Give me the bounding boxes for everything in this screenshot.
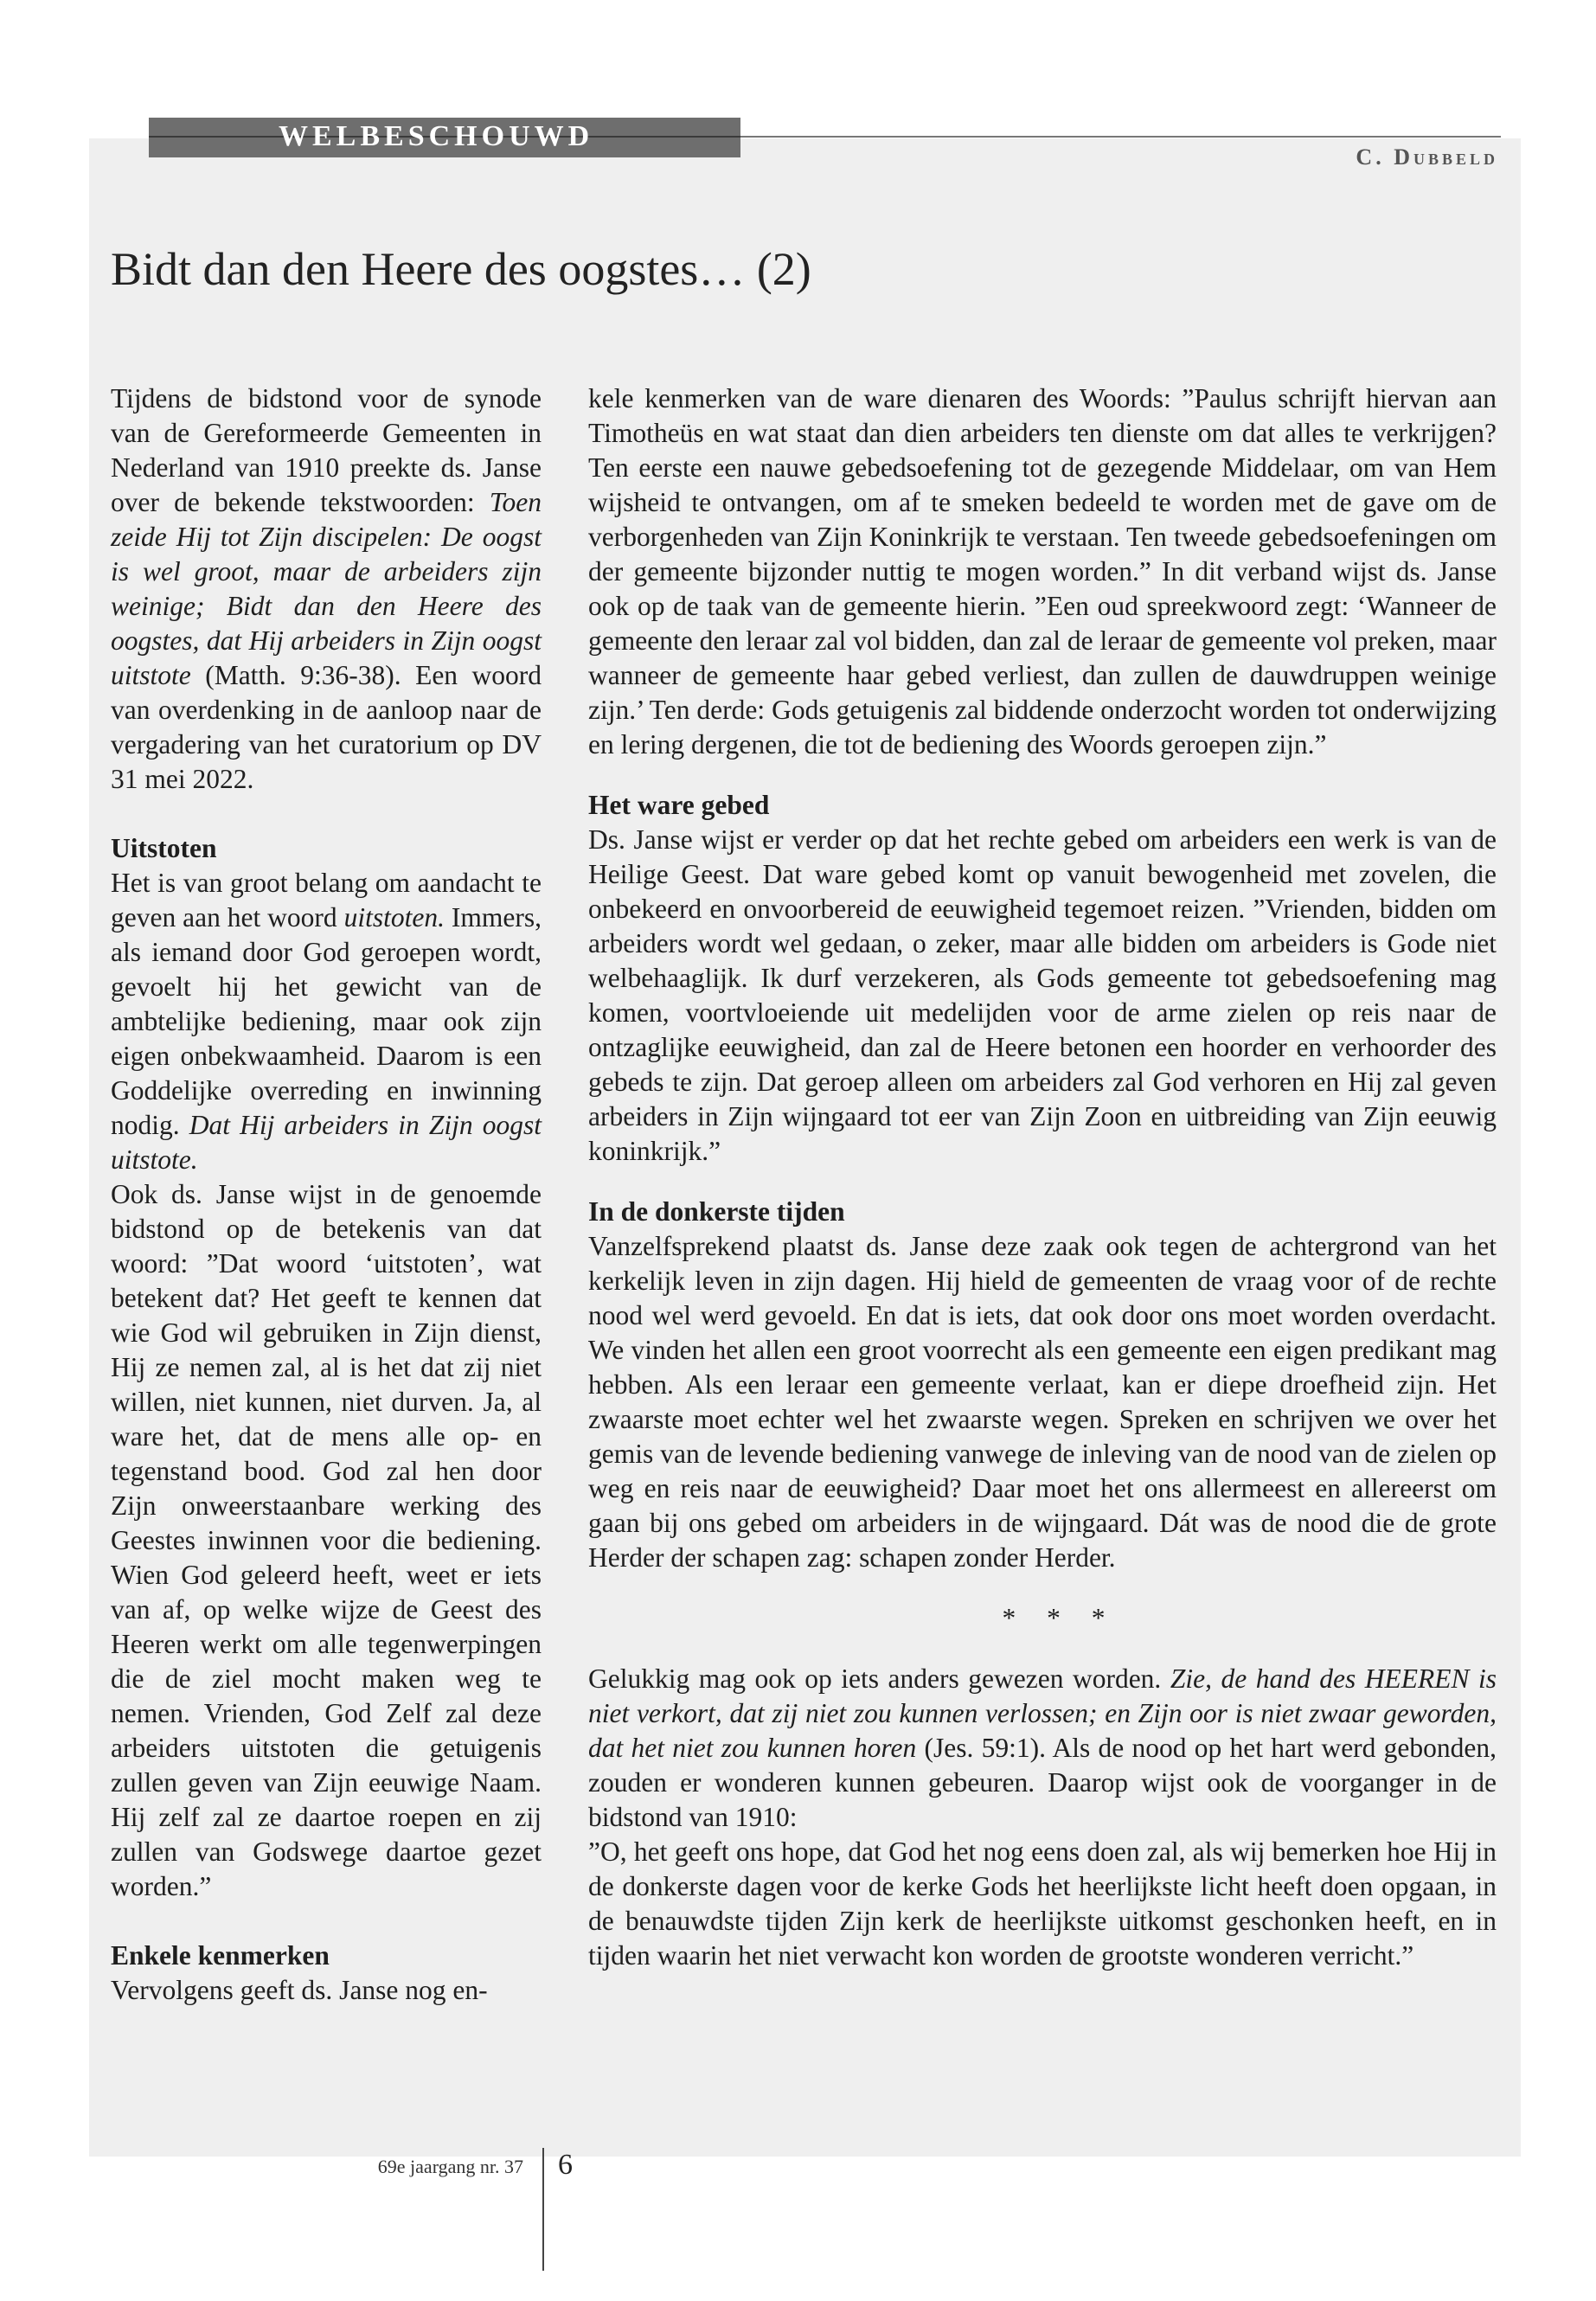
- intro-text-end: (Matth. 9:36-38). Een woord van overdenking in de aanloop naar de vergadering van het curatorium op DV 31 mei 2022.: [111, 660, 542, 794]
- header-rule: [740, 136, 1501, 138]
- issue-info: 69e jaargang nr. 37: [377, 2156, 523, 2177]
- uitstoten-text: Het is van groot belang om aandacht te geven aan het woord: [111, 868, 542, 933]
- gelukkig-text: Gelukkig mag ook op iets anders gewezen worden.: [588, 1663, 1170, 1694]
- section-separator: * * *: [1002, 1603, 1118, 1633]
- author-name: C. Dubbeld: [1356, 144, 1498, 170]
- donker-paragraph: Vanzelfsprekend plaatst ds. Janse deze zaak ook tegen de achtergrond van het kerkelijk leven in zijn dagen. Hij hield de gemeenten de vraag voor of de rechte nood wel werd gevoeld. En dat is iets, dat ook door ons moet worden overdacht. We vinden het allen een groot voorrecht als een gemeente een eigen predikant mag hebben. Als een leraar een gemeente verlaat, kan er diepe droefheid zijn. Het zwaarste moet echter wel het zwaarste wegen. Spreken en schrijven we over het gemis van de levende bediening vanwege de inleving van de nood van de zielen op weg en reis naar de eeuwigheid? Daar moet het ons allermeest en allereerst om gaan bij ons gebed om arbeiders in de wijngaard. Dát was de nood die de grote Herder der schapen zag: schapen zonder Herder.: [588, 1231, 1497, 1573]
- intro-quote: Toen zeide Hij tot Zijn discipelen: De oogst is wel groot, maar de arbeiders zijn weinige; Bidt dan den Heere des oogstes, dat Hij arbeiders in Zijn oogst uitstote: [111, 487, 542, 690]
- heading-ware-gebed: Het ware gebed: [588, 790, 770, 820]
- heading-donkerste-tijden: In de donkerste tijden: [588, 1196, 845, 1227]
- article-title: Bidt dan den Heere des oogstes… (2): [111, 243, 811, 295]
- uitstoten-text-mid: Immers, als iemand door God geroepen wordt, gevoelt hij het gewicht van de ambtelijke bediening, maar ook zijn eigen onbekwaamheid. Daarom is een Goddelijke overreding en inwinning nodig.: [111, 902, 542, 1140]
- gelukkig-text-end: (Jes. 59:1). Als de nood op het hart werd gebonden, zouden er wonderen kunnen gebeuren. Daarop wijst ook de voorganger in de bidstond van 1910:: [588, 1733, 1497, 1832]
- gelukkig-paragraph: [588, 1662, 1497, 1835]
- kenmerken-paragraph-start: Vervolgens geeft ds. Janse nog en-: [111, 1975, 488, 2005]
- left-column: [111, 381, 542, 2008]
- heading-uitstoten: Uitstoten: [111, 833, 217, 863]
- slot-paragraph: ”O, het geeft ons hope, dat God het nog eens doen zal, als wij bemerken hoe Hij in de donkerste dagen voor de kerke Gods het heerlijkste licht heeft doen opgaan, in de benauwdste tijden Zijn kerk de heerlijkste uitkomst geschonken heeft, en in tijden waarin het niet verwacht kon worden de grootste wonderen verricht.”: [588, 1836, 1497, 1971]
- footer-rule: [542, 2148, 544, 2271]
- right-column: [588, 381, 1497, 1973]
- uitstoten-paragraph: [111, 866, 542, 1177]
- gebed-paragraph: Ds. Janse wijst er verder op dat het rechte gebed om arbeiders een werk is van de Heilige Geest. Dat ware gebed komt op vanuit bewogenheid met zovelen, die onbekeerd en onvoorbereid de eeuwigheid tegemoet reizen. ”Vrienden, bidden om arbeiders wordt wel gedaan, o zeker, maar alle bidden om arbeiders is Gode niet welbehaaglijk. Ik durf verzekeren, als Gods gemeente tot gebedsoefening mag komen, voortvloeiende uit medelijden voor de arme zielen op reis naar de ontzaglijke eeuwigheid, dan zal de Heere betonen een hoorder en verhoorder des gebeds te zijn. Dat geroep alleen om arbeiders zal God verhoren en Hij zal geven arbeiders in Zijn wijngaard tot eer van Zijn Zoon en uitbreiding van Zijn eeuwig koninkrijk.”: [588, 824, 1497, 1166]
- ook-paragraph: Ook ds. Janse wijst in de genoemde bidstond op de betekenis van dat woord: ”Dat woord ‘uitstoten’, wat betekent dat? Het geeft te kennen dat wie God wil gebruiken in Zijn dienst, Hij ze nemen zal, al is het dat zij niet willen, niet kunnen, niet durven. Ja, al ware het, dat de mens alle op- en tegenstand bood. God zal hen door Zijn onweerstaanbare werking des Geestes inwinnen voor die bediening. Wien God geleerd heeft, weet er iets van af, op welke wijze de Geest des Heeren werkt om alle tegenwerpingen die de ziel mocht maken weg te nemen. Vrienden, God Zelf zal deze arbeiders uitstoten die getuigenis zullen geven van Zijn eeuwige Naam. Hij zelf zal ze daartoe roepen en zij zullen van Godswege daartoe gezet worden.”: [111, 1179, 542, 1901]
- intro-text: Tijdens de bidstond voor de synode van de Gereformeerde Gemeenten in Nederland van 1910 preekte ds. Janse over de bekende tekstwoorden:: [111, 383, 542, 517]
- heading-kenmerken: Enkele kenmerken: [111, 1940, 330, 1971]
- page-number: 6: [558, 2149, 573, 2181]
- gelukkig-quote: Zie, de hand des HEEREN is niet verkort, dat zij niet zou kunnen verlossen; en Zijn oor is niet zwaar geworden, dat het niet zou kunnen horen: [588, 1663, 1497, 1763]
- uitstoten-word: uitstoten.: [343, 902, 445, 933]
- kenmerken-paragraph-cont: kele kenmerken van de ware dienaren des Woords: ”Paulus schrijft hiervan aan Timotheüs en wat staat dan dien arbeiders ten dienste om dat alles te verkrijgen? Ten eerste een nauwe gebedsoefening tot de gezegende Middelaar, om van Hem wijsheid te ontvangen, om af te smeken bedeeld te worden met de gave om de verborgenheden van Zijn Koninkrijk te verstaan. Ten tweede gebedsoefeningen om der gemeente bijzonder nuttig te mogen worden.” In dit verband wijst ds. Janse ook op de taak van de gemeente hierin. ”Een oud spreekwoord zegt: ‘Wanneer de gemeente den leraar zal vol bidden, dan zal de leraar de gemeente vol preken, maar wanneer de gemeente haar gebed verliest, dan zullen de dauwdruppen weinige zijn.’ Ten derde: Gods getuigenis zal biddende onderzocht worden tot onderwijzing en lering dergenen, die tot de bediening des Woords geroepen zijn.”: [588, 383, 1497, 760]
- intro-paragraph: [111, 381, 542, 797]
- section-label: WELBESCHOUWD: [279, 120, 594, 152]
- uitstoten-quote: Dat Hij arbeiders in Zijn oogst uitstote.: [111, 1110, 542, 1175]
